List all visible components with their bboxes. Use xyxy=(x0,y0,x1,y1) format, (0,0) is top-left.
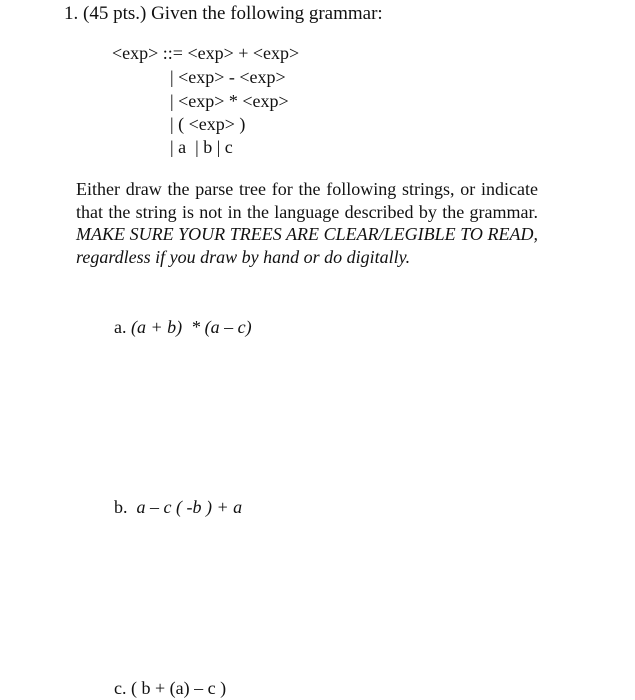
part-a-label: a. xyxy=(114,317,127,337)
grammar-rule-3: | <exp> * <exp> xyxy=(170,91,289,111)
instructions-emphasis: MAKE SURE YOUR TREES ARE CLEAR/LEGIBLE TO READ, regardless if you draw by hand or do digitally. xyxy=(76,224,538,267)
part-b-label: b. xyxy=(114,497,128,517)
part-c-expression: ( b + (a) – c ) xyxy=(131,678,227,698)
grammar-rule-5: | a | b | c xyxy=(170,137,233,157)
grammar-rule-2: | <exp> - <exp> xyxy=(170,67,286,87)
part-b xyxy=(114,496,242,518)
instructions-text: Either draw the parse tree for the following strings, or indicate that the string is not in the language described by the grammar. xyxy=(76,179,538,222)
instructions-paragraph xyxy=(76,178,538,268)
part-c-label: c. xyxy=(114,678,127,698)
part-c xyxy=(114,677,226,699)
part-b-expression: a – c ( -b ) + a xyxy=(136,497,243,517)
question-heading: 1. (45 pts.) Given the following grammar: xyxy=(64,3,383,24)
grammar-rule-1: <exp> ::= <exp> + <exp> xyxy=(112,43,300,63)
part-a xyxy=(114,316,252,338)
part-a-expression: (a + b) * (a – c) xyxy=(131,317,252,337)
grammar-rule-4: | ( <exp> ) xyxy=(170,114,246,134)
